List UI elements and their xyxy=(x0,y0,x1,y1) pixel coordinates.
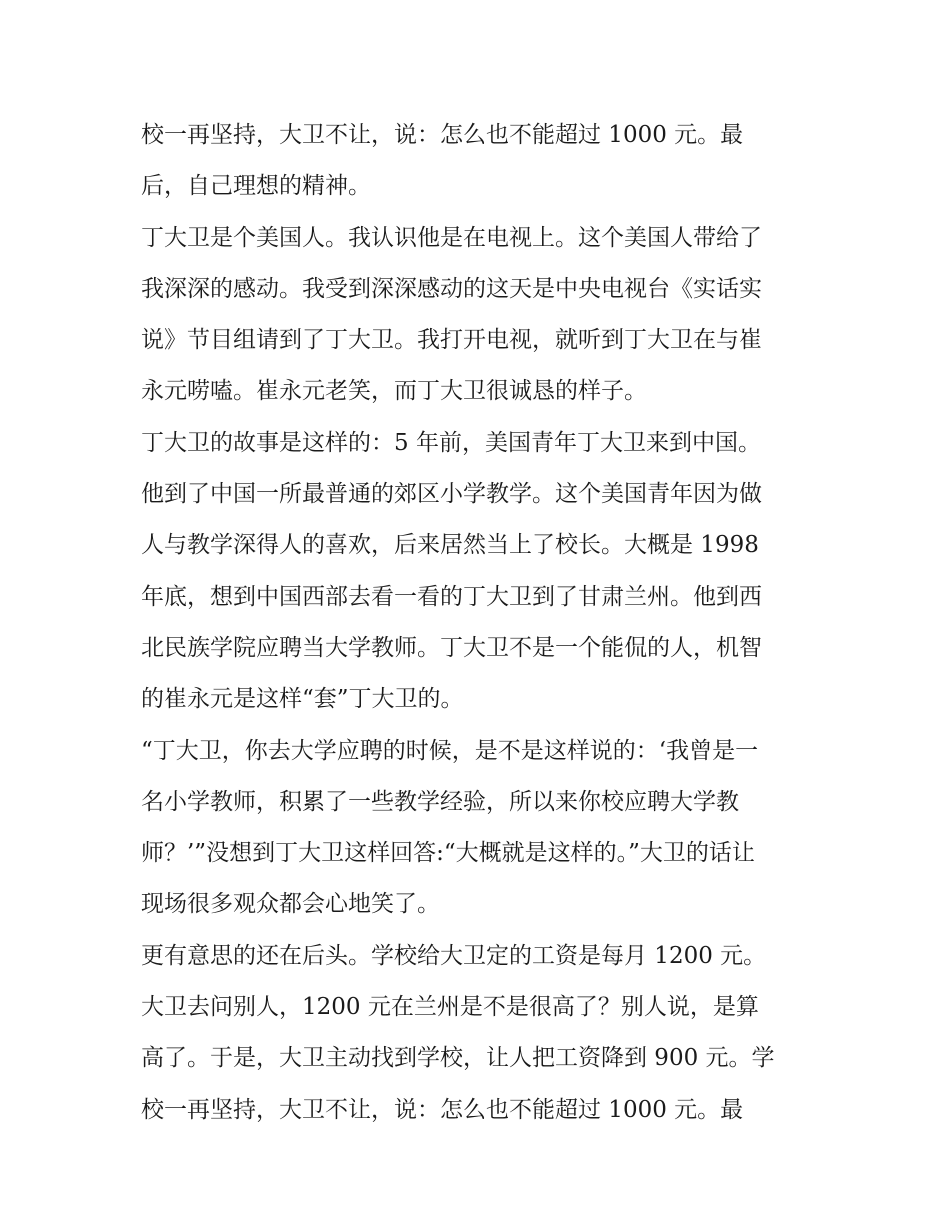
text-line: 丁大卫的故事是这样的：5 年前，美国青年丁大卫来到中国。 xyxy=(141,429,761,456)
text-line: 他到了中国一所最普通的郊区小学教学。这个美国青年因为做 xyxy=(141,481,762,508)
text-line: 高了。于是，大卫主动找到学校，让人把工资降到 900 元。学 xyxy=(141,1045,775,1072)
text-line: 师？’”没想到丁大卫这样回答:“大概就是这样的。”大卫的话让 xyxy=(141,840,755,867)
text-line: 大卫去问别人，1200 元在兰州是不是很高了？别人说，是算 xyxy=(141,994,759,1021)
text-line: 说》节目组请到了丁大卫。我打开电视，就听到丁大卫在与崔 xyxy=(141,327,762,354)
text-line: 后，自己理想的精神。 xyxy=(141,173,371,200)
text-line: 现场很多观众都会心地笑了。 xyxy=(141,891,440,918)
body-text xyxy=(141,110,821,1136)
text-line: 北民族学院应聘当大学教师。丁大卫不是一个能侃的人，机智 xyxy=(141,634,762,661)
text-line: 丁大卫是个美国人。我认识他是在电视上。这个美国人带给了 xyxy=(141,224,762,251)
text-line: 我深深的感动。我受到深深感动的这天是中央电视台《实话实 xyxy=(141,275,762,302)
text-line: 的崔永元是这样“套”丁大卫的。 xyxy=(141,686,464,713)
text-line: 人与教学深得人的喜欢，后来居然当上了校长。大概是 1998 xyxy=(141,532,759,559)
text-line: 校一再坚持，大卫不让，说：怎么也不能超过 1000 元。最 xyxy=(141,1096,744,1123)
text-line: 名小学教师，积累了一些教学经验，所以来你校应聘大学教 xyxy=(141,788,739,815)
text-line: 年底，想到中国西部去看一看的丁大卫到了甘肃兰州。他到西 xyxy=(141,583,762,610)
text-line: 校一再坚持，大卫不让，说：怎么也不能超过 1000 元。最 xyxy=(141,122,744,148)
text-line: 永元唠嗑。崔永元老笑，而丁大卫很诚恳的样子。 xyxy=(141,378,647,405)
text-line: “丁大卫，你去大学应聘的时候，是不是这样说的：‘我曾是一 xyxy=(141,737,759,764)
text-line: 更有意思的还在后头。学校给大卫定的工资是每月 1200 元。 xyxy=(141,942,767,969)
